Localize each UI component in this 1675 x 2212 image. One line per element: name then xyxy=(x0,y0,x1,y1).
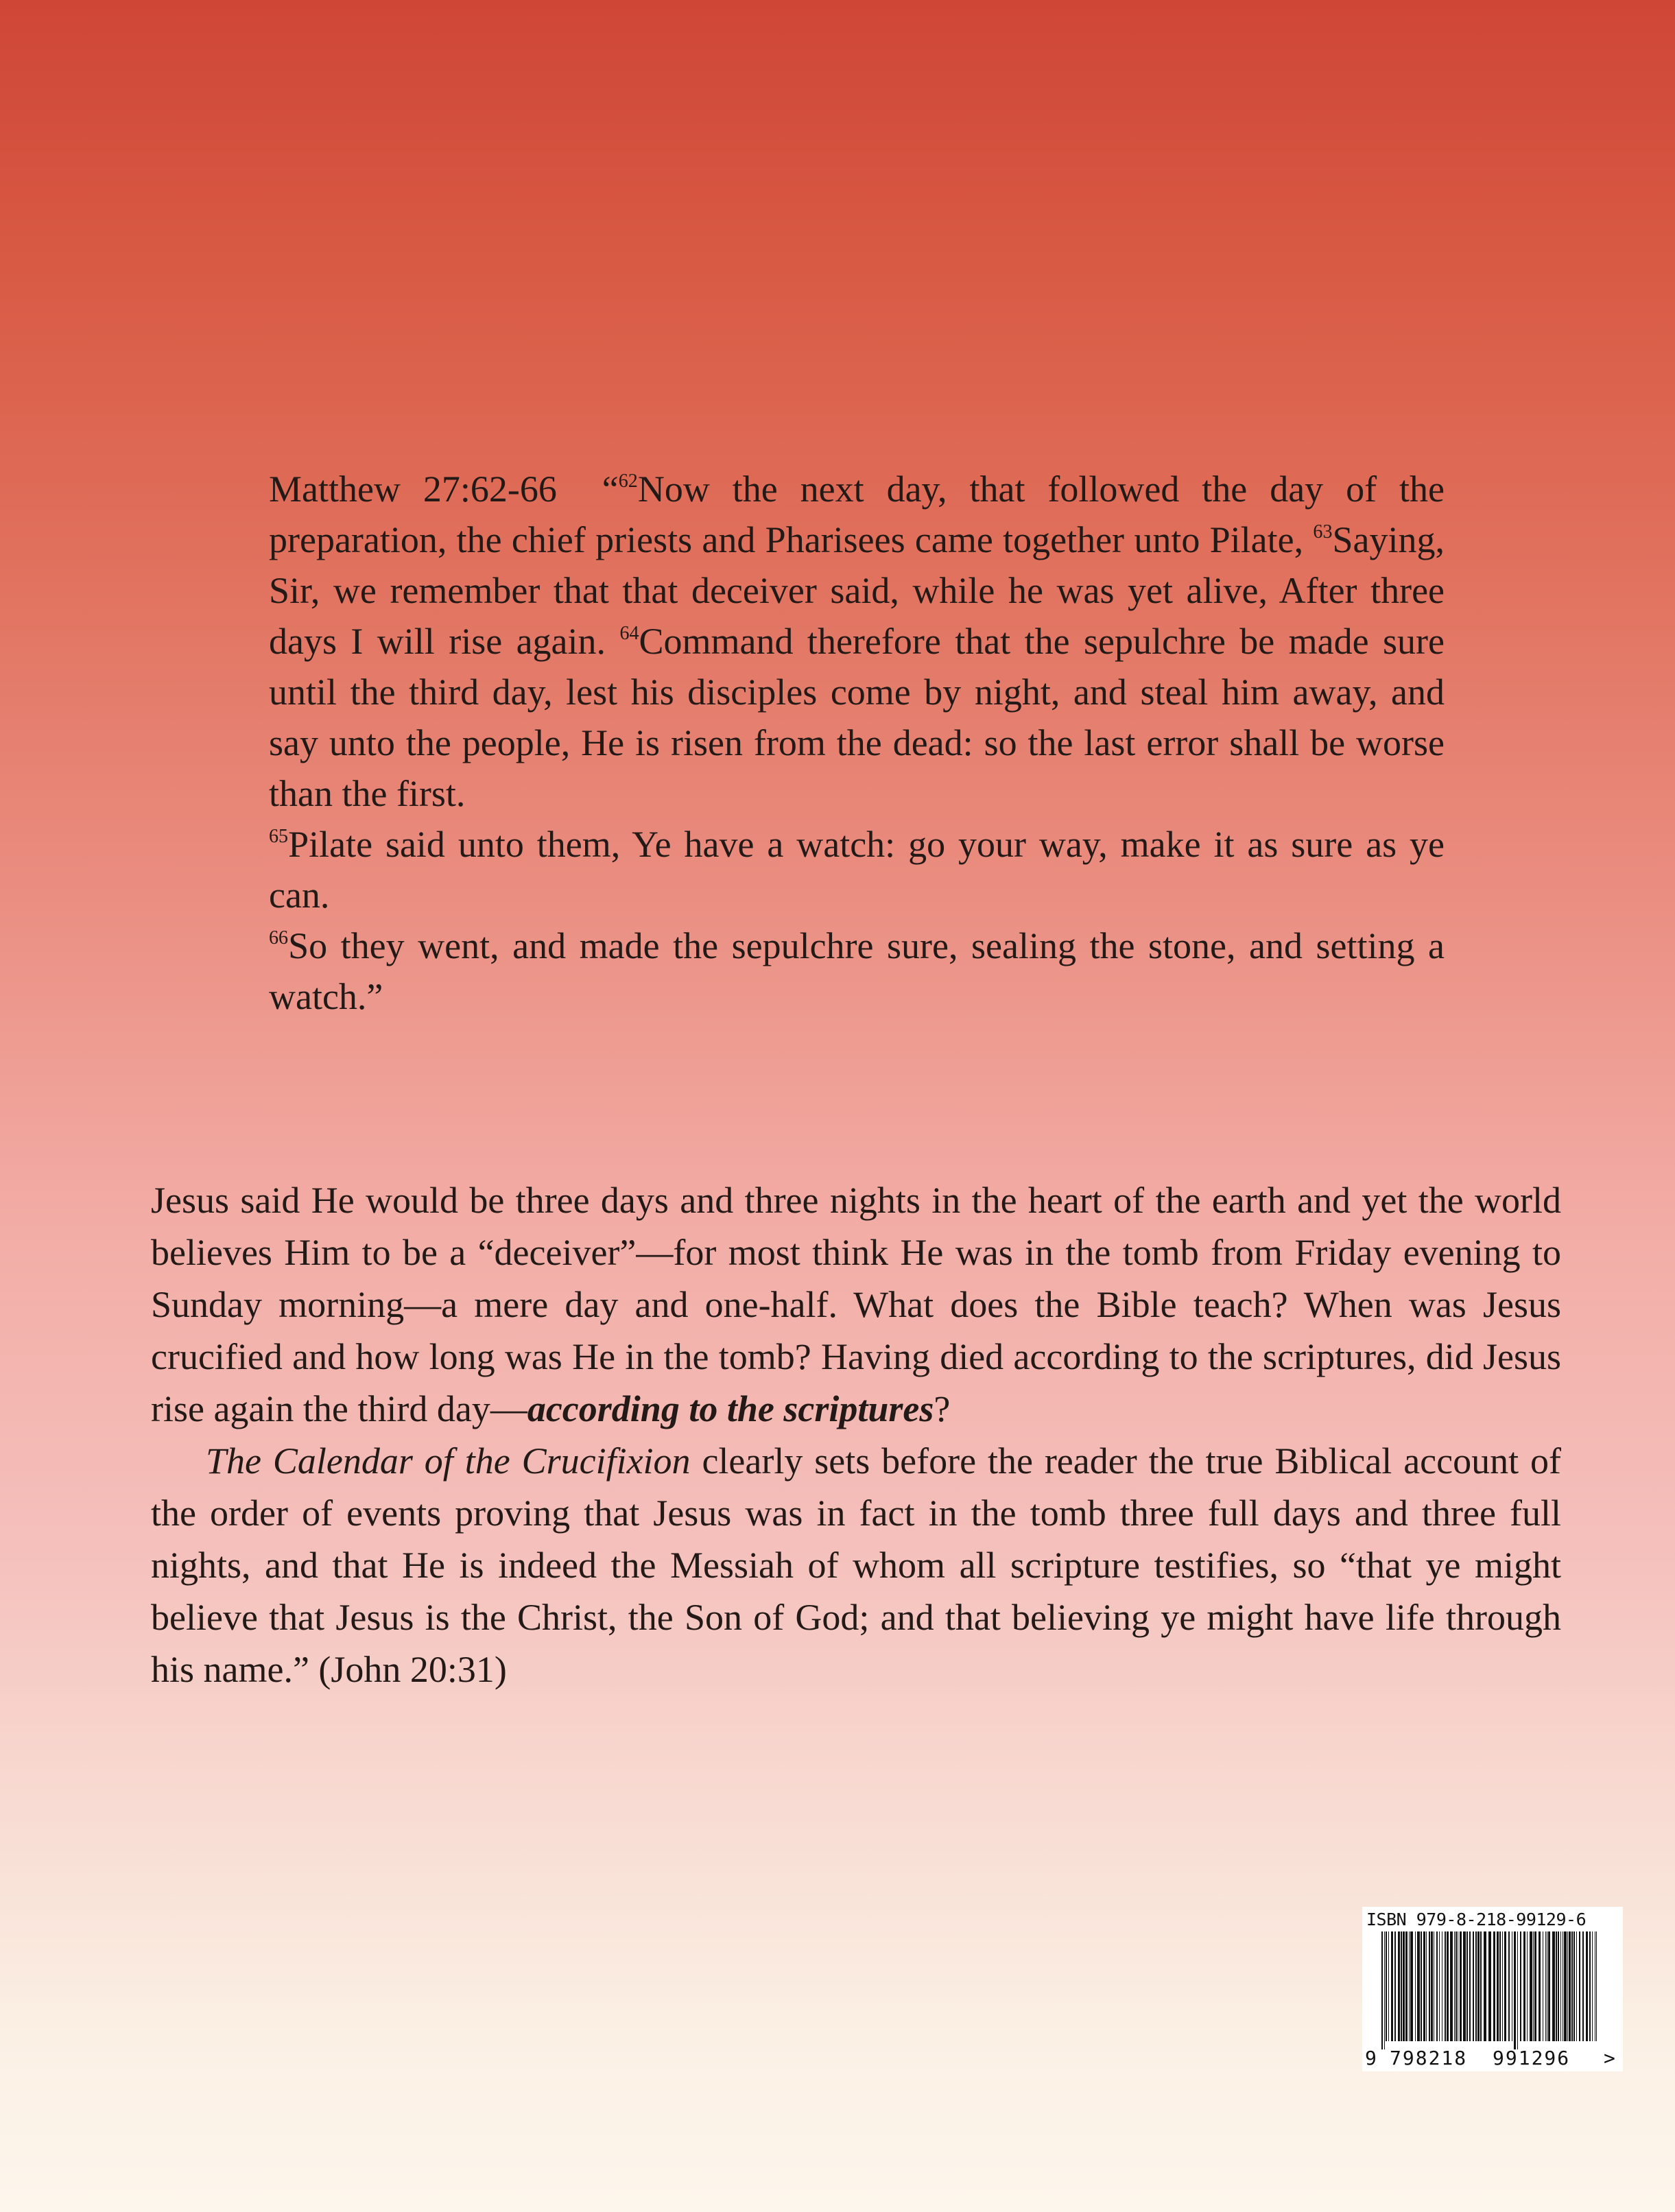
barcode-bar xyxy=(1409,1931,1410,2041)
barcode-bar xyxy=(1571,1931,1573,2041)
barcode-bar xyxy=(1517,1931,1518,2049)
barcode-bar xyxy=(1454,1931,1455,2041)
verse-64-text: Command therefore that the sepulchre be made sure until the third day, lest his disciples come by night, and steal him away, and say unto the people, He is risen from the dead: so the last error shall be worse than the first. xyxy=(269,621,1445,814)
barcode-bar xyxy=(1439,1931,1440,2041)
barcode-bar xyxy=(1534,1931,1536,2041)
quote-verses-62-64: Matthew 27:62-66 “$^{62}$Now the next day, that followed the day of the preparation, the chief priests and Pharisees came together unto Pilate, $^{63}$Saying, Sir, we remember that that deceiver said, while he was yet alive, After three days I will rise again. $^{64}$Command therefore that the sepulchre be made sure until the third day, lest his disciples come by night, and steal him away, and say unto the people, He is risen from the dead: so the last error shall be worse than the first. xyxy=(269,468,1445,814)
barcode-bar xyxy=(1493,1931,1495,2041)
barcode-bar xyxy=(1488,1931,1491,2041)
barcode-bar xyxy=(1410,1931,1413,2041)
scripture-quote xyxy=(269,464,1445,1022)
paragraph-1-text: Jesus said He would be three days and three nights in the heart of the earth and yet the world believes Him to be a “deceiver”—for most think He was in the tomb from Friday evening to Sunday morning—a mere day and one-half. What does the Bible teach? When was Jesus crucified and how long was He in the tomb? Having died according to the scriptures, did Jesus rise again the third day— xyxy=(151,1180,1561,1429)
verse-66-text: So they went, and made the sepulchre sure, sealing the stone, and setting a watch.” xyxy=(269,925,1445,1017)
barcode-bar xyxy=(1558,1931,1559,2041)
quote-verse-65 xyxy=(269,819,1445,920)
barcode-arrow: > xyxy=(1604,2047,1615,2069)
barcode-bar xyxy=(1579,1931,1580,2041)
barcode-bar xyxy=(1567,1931,1568,2041)
barcode-bar xyxy=(1539,1931,1541,2041)
paragraph-1-end: ? xyxy=(934,1388,951,1429)
barcode-bar xyxy=(1475,1931,1477,2041)
barcode-bar xyxy=(1569,1931,1571,2041)
barcode-bar xyxy=(1445,1931,1446,2041)
paragraph-2-text: clearly sets before the reader the true Biblical account of the order of events proving that Jesus was in fact in the tomb three full days and three full nights, and that He is indeed the Messiah of whom all scripture testifies, so “that ye might believe that Jesus is the Christ, the Son of God; and that believing ye might have life through his name.” (John 20:31) xyxy=(151,1440,1561,1690)
barcode-bar xyxy=(1447,1931,1449,2041)
barcode-bar xyxy=(1469,1931,1471,2041)
barcode-bar xyxy=(1421,1931,1422,2041)
barcode-bar xyxy=(1499,1931,1501,2041)
isbn-barcode xyxy=(1362,1907,1623,2071)
barcode-bar xyxy=(1523,1931,1525,2041)
barcode-bar xyxy=(1484,1931,1486,2041)
barcode-bar xyxy=(1403,1931,1405,2041)
barcode-bar xyxy=(1466,1931,1468,2041)
barcode-bar xyxy=(1573,1931,1575,2041)
barcode-bar xyxy=(1480,1931,1482,2041)
barcode-bars xyxy=(1380,1931,1600,2049)
barcode-bar xyxy=(1477,1931,1480,2041)
barcode-bar xyxy=(1398,1931,1400,2041)
back-cover-description xyxy=(151,1174,1561,1696)
verse-65-text: Pilate said unto them, Ye have a watch: go your way, make it as sure as ye can. xyxy=(269,824,1445,916)
verse-number-64: 64 xyxy=(619,622,639,644)
barcode-bar xyxy=(1545,1931,1546,2041)
barcode-bar xyxy=(1431,1931,1433,2041)
description-paragraph-1 xyxy=(151,1174,1561,1435)
barcode-bar xyxy=(1391,1931,1393,2041)
barcode-bar xyxy=(1401,1931,1402,2041)
barcode-bar xyxy=(1473,1931,1474,2041)
barcode-bar xyxy=(1514,1931,1516,2049)
verse-number-63: 63 xyxy=(1313,521,1333,543)
verse-number-62: 62 xyxy=(618,470,638,492)
barcode-bar xyxy=(1527,1931,1528,2041)
verse-number-65: 65 xyxy=(269,825,289,847)
barcode-bar xyxy=(1530,1931,1532,2041)
barcode-bar xyxy=(1589,1931,1591,2041)
barcode-bar xyxy=(1582,1931,1584,2041)
barcode-bar xyxy=(1381,1931,1383,2049)
barcode-bar xyxy=(1415,1931,1416,2041)
barcode-bar xyxy=(1504,1931,1506,2041)
quote-reference: Matthew 27:62-66 xyxy=(269,468,557,510)
barcode-right-digits: 991296 xyxy=(1493,2047,1571,2069)
barcode-bar xyxy=(1502,1931,1503,2041)
quote-verse-66 xyxy=(269,920,1445,1022)
description-paragraph-2 xyxy=(151,1435,1561,1696)
verse-number-66: 66 xyxy=(269,927,289,949)
barcode-bar xyxy=(1560,1931,1561,2041)
barcode-bar xyxy=(1429,1931,1430,2041)
barcode-bar xyxy=(1586,1931,1588,2041)
barcode-bar xyxy=(1552,1931,1555,2041)
barcode-bar xyxy=(1436,1931,1438,2041)
barcode-bar xyxy=(1520,1931,1521,2041)
barcode-bar xyxy=(1450,1931,1453,2041)
barcode-bar xyxy=(1596,1931,1597,2041)
barcode-bar xyxy=(1426,1931,1427,2041)
barcode-bar xyxy=(1533,1931,1534,2041)
barcode-bar xyxy=(1423,1931,1425,2041)
barcode-bar xyxy=(1548,1931,1550,2041)
verse-62-text: Now the next day, that followed the day of the preparation, the chief priests and Pharisees came together unto Pilate, xyxy=(269,468,1445,560)
barcode-bar xyxy=(1497,1931,1499,2041)
barcode-bar xyxy=(1417,1931,1420,2041)
barcode-bar xyxy=(1463,1931,1466,2041)
isbn-label: ISBN 979-8-218-99129-6 xyxy=(1366,1910,1587,1929)
barcode-bar xyxy=(1460,1931,1462,2041)
paragraph-1-emphasis: according to the scriptures xyxy=(527,1388,934,1429)
barcode-bar xyxy=(1564,1931,1567,2041)
barcode-bar xyxy=(1556,1931,1557,2041)
barcode-bar xyxy=(1384,1931,1385,2049)
barcode-left-digits: 798218 xyxy=(1390,2047,1468,2069)
barcode-bar xyxy=(1456,1931,1457,2041)
barcode-bar xyxy=(1394,1931,1396,2041)
book-title: The Calendar of the Crucifixion xyxy=(206,1440,691,1482)
barcode-bar xyxy=(1386,1931,1387,2041)
barcode-bar xyxy=(1388,1931,1389,2041)
barcode-bar xyxy=(1592,1931,1593,2041)
barcode-bar xyxy=(1405,1931,1407,2041)
barcode-first-digit: 9 xyxy=(1365,2047,1377,2069)
barcode-bar xyxy=(1508,1931,1510,2041)
barcode-bar xyxy=(1576,1931,1577,2041)
verse-63-text: Saying, Sir, we remember that that deceiver said, while he was yet alive, After three days I will rise again. xyxy=(269,519,1445,662)
